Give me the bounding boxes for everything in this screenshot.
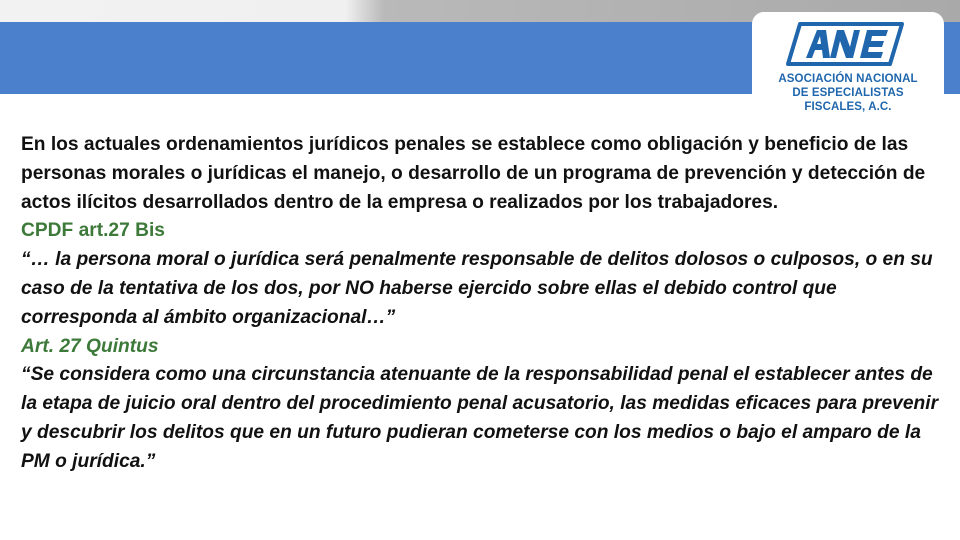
logo-line-3: FISCALES, A.C. <box>804 101 892 113</box>
reference-27-quintus: Art. 27 Quintus <box>21 335 159 357</box>
logo-line-2: DE ESPECIALISTAS <box>792 87 904 99</box>
intro-paragraph: En los actuales ordenamientos jurídicos penales se establece como obligación y beneficio de las personas morales o jurídicas el manejo, o desarrollo de un programa de prevención y detección de actos ilícitos desarrollados dentro de la empresa o realizados por los trabajadores. <box>21 134 926 213</box>
quote-27-quintus: “Se considera como una circunstancia atenuante de la responsabilidad penal el establecer antes de la etapa de juicio oral dentro del procedimiento penal acusatorio, las medidas eficaces para prevenir y descubrir los delitos que en un futuro pudieran cometerse con los medios o bajo el amparo de la PM o jurídica.” <box>21 364 939 472</box>
logo-text <box>752 72 944 114</box>
logo-line-1: ASOCIACIÓN NACIONAL <box>778 73 918 85</box>
reference-cpdf-27-bis: CPDF art.27 Bis <box>21 220 165 242</box>
organization-logo <box>752 12 944 124</box>
slide-body <box>21 131 939 477</box>
anef-logo-mark <box>786 16 910 72</box>
quote-27-bis: “… la persona moral o jurídica será penalmente responsable de delitos dolosos o culposos, o en su caso de la tentativa de los dos, por NO haberse ejercido sobre ellas el debido control que corresponda al ámbito organizacional…” <box>21 249 933 328</box>
